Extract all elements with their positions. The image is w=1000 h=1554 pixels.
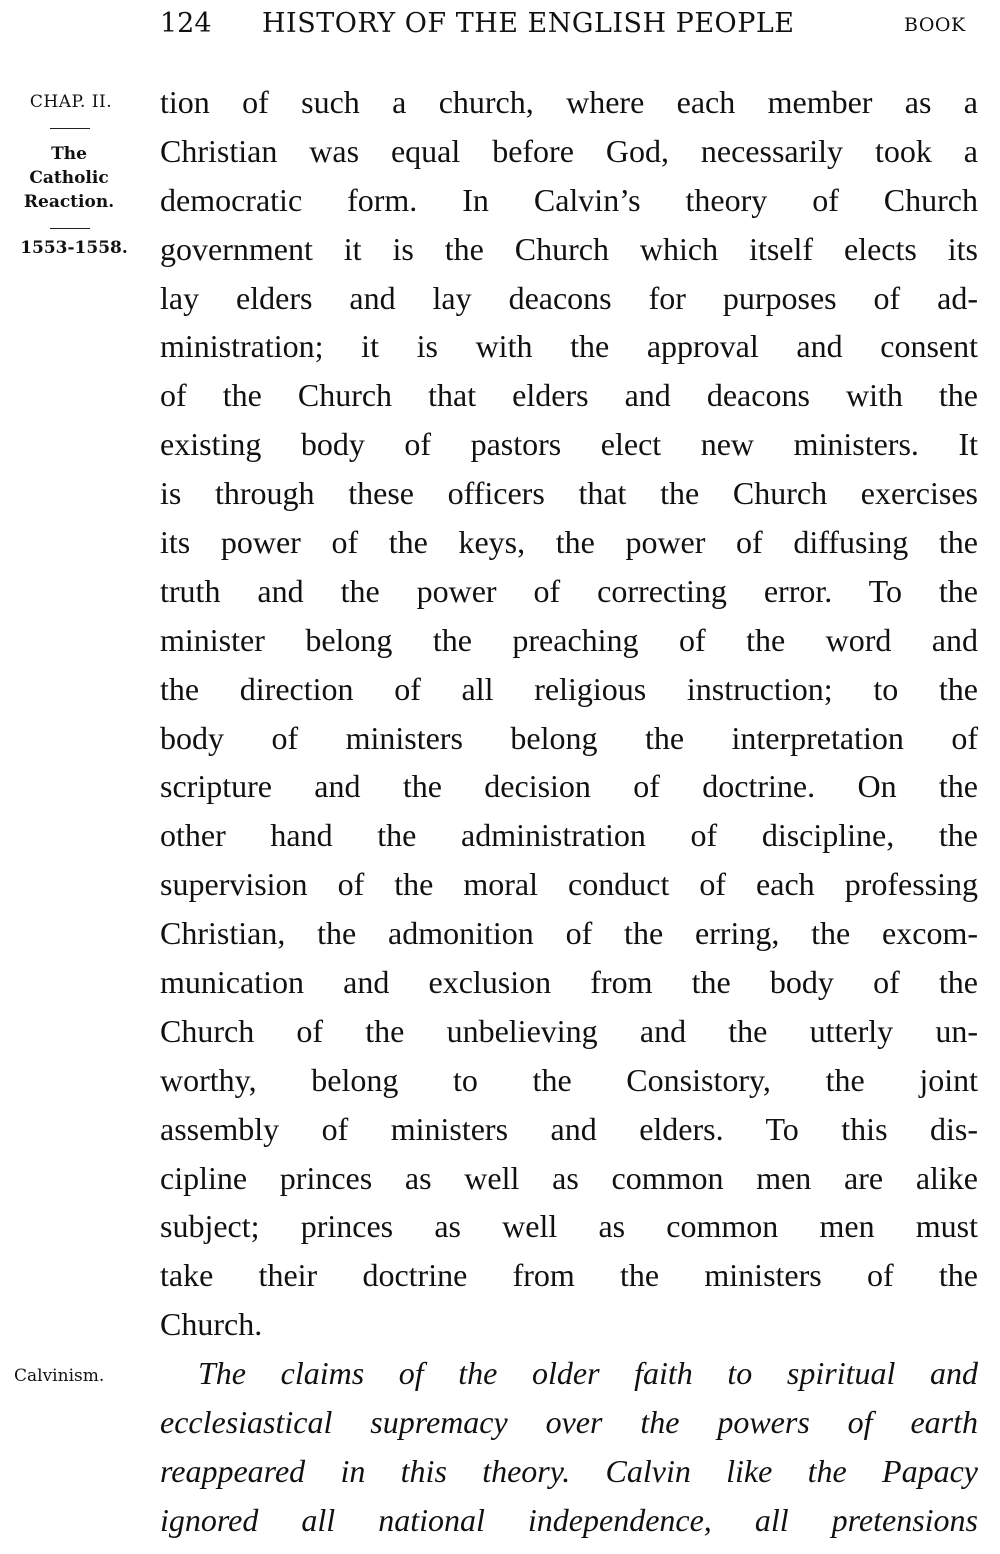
text-line: reappeared in this theory. Calvin like the Papacy <box>160 1452 978 1489</box>
text-line: subject; princes as well as common men must <box>160 1208 978 1245</box>
text-line: Christian was equal before God, necessarily took a <box>160 132 978 169</box>
text-line: democratic form. In Calvin’s theory of Church <box>160 181 978 218</box>
text-line: government it is the Church which itself elects its <box>160 230 978 267</box>
book-label: BOOK <box>904 14 966 36</box>
text-line: truth and the power of correcting error. To the <box>160 572 978 609</box>
section-title-line: Reaction. <box>23 192 115 212</box>
text-line: minister belong the preaching of the word and <box>160 621 978 658</box>
body-text <box>160 78 978 1545</box>
text-line: The claims of the older faith to spiritual and <box>198 1355 978 1392</box>
date-range: 1553-1558. <box>20 238 128 258</box>
running-header <box>0 8 1000 48</box>
text-line: body of ministers belong the interpretation of <box>160 719 978 756</box>
text-line: Christian, the admonition of the erring, the excom- <box>160 915 978 952</box>
text-line: of the Church that elders and deacons with the <box>160 377 978 414</box>
text-line: assembly of ministers and elders. To this dis- <box>160 1110 978 1147</box>
text-line: tion of such a church, where each member as a <box>160 84 978 120</box>
text-line: worthy, belong to the Consistory, the joint <box>160 1061 978 1098</box>
text-line: its power of the keys, the power of diffusing the <box>160 524 978 561</box>
margin-rule <box>50 228 90 229</box>
page-number: 124 <box>160 8 212 39</box>
text-line: take their doctrine from the ministers of the <box>160 1257 978 1294</box>
text-line: Church. <box>160 1306 263 1343</box>
running-title: HISTORY OF THE ENGLISH PEOPLE <box>262 8 795 39</box>
text-line: munication and exclusion from the body of the <box>160 964 978 1001</box>
section-title-line: The <box>51 144 87 164</box>
margin-rule <box>50 128 90 129</box>
sidenote-calvinism: Calvinism. <box>14 1366 105 1386</box>
chapter-label: CHAP. II. <box>29 92 113 112</box>
text-line: Church of the unbelieving and the utterly un- <box>160 1012 978 1049</box>
text-line: cipline princes as well as common men are alike <box>160 1159 978 1196</box>
text-line: existing body of pastors elect new ministers. It <box>160 426 978 463</box>
text-line: ignored all national independence, all pretensions <box>160 1501 978 1538</box>
text-line: lay elders and lay deacons for purposes of ad- <box>160 279 978 316</box>
text-line: is through these officers that the Church exercises <box>160 475 978 512</box>
text-line: other hand the administration of discipline, the <box>160 817 978 854</box>
section-title-line: Catholic <box>29 168 109 188</box>
text-line: the direction of all religious instruction; to the <box>160 670 978 707</box>
text-line: scripture and the decision of doctrine. On the <box>160 768 978 805</box>
section-title <box>14 142 124 214</box>
text-line: supervision of the moral conduct of each professing <box>160 866 978 903</box>
text-line: ministration; it is with the approval and consent <box>160 328 978 365</box>
text-line: ecclesiastical supremacy over the powers of earth <box>160 1404 978 1441</box>
